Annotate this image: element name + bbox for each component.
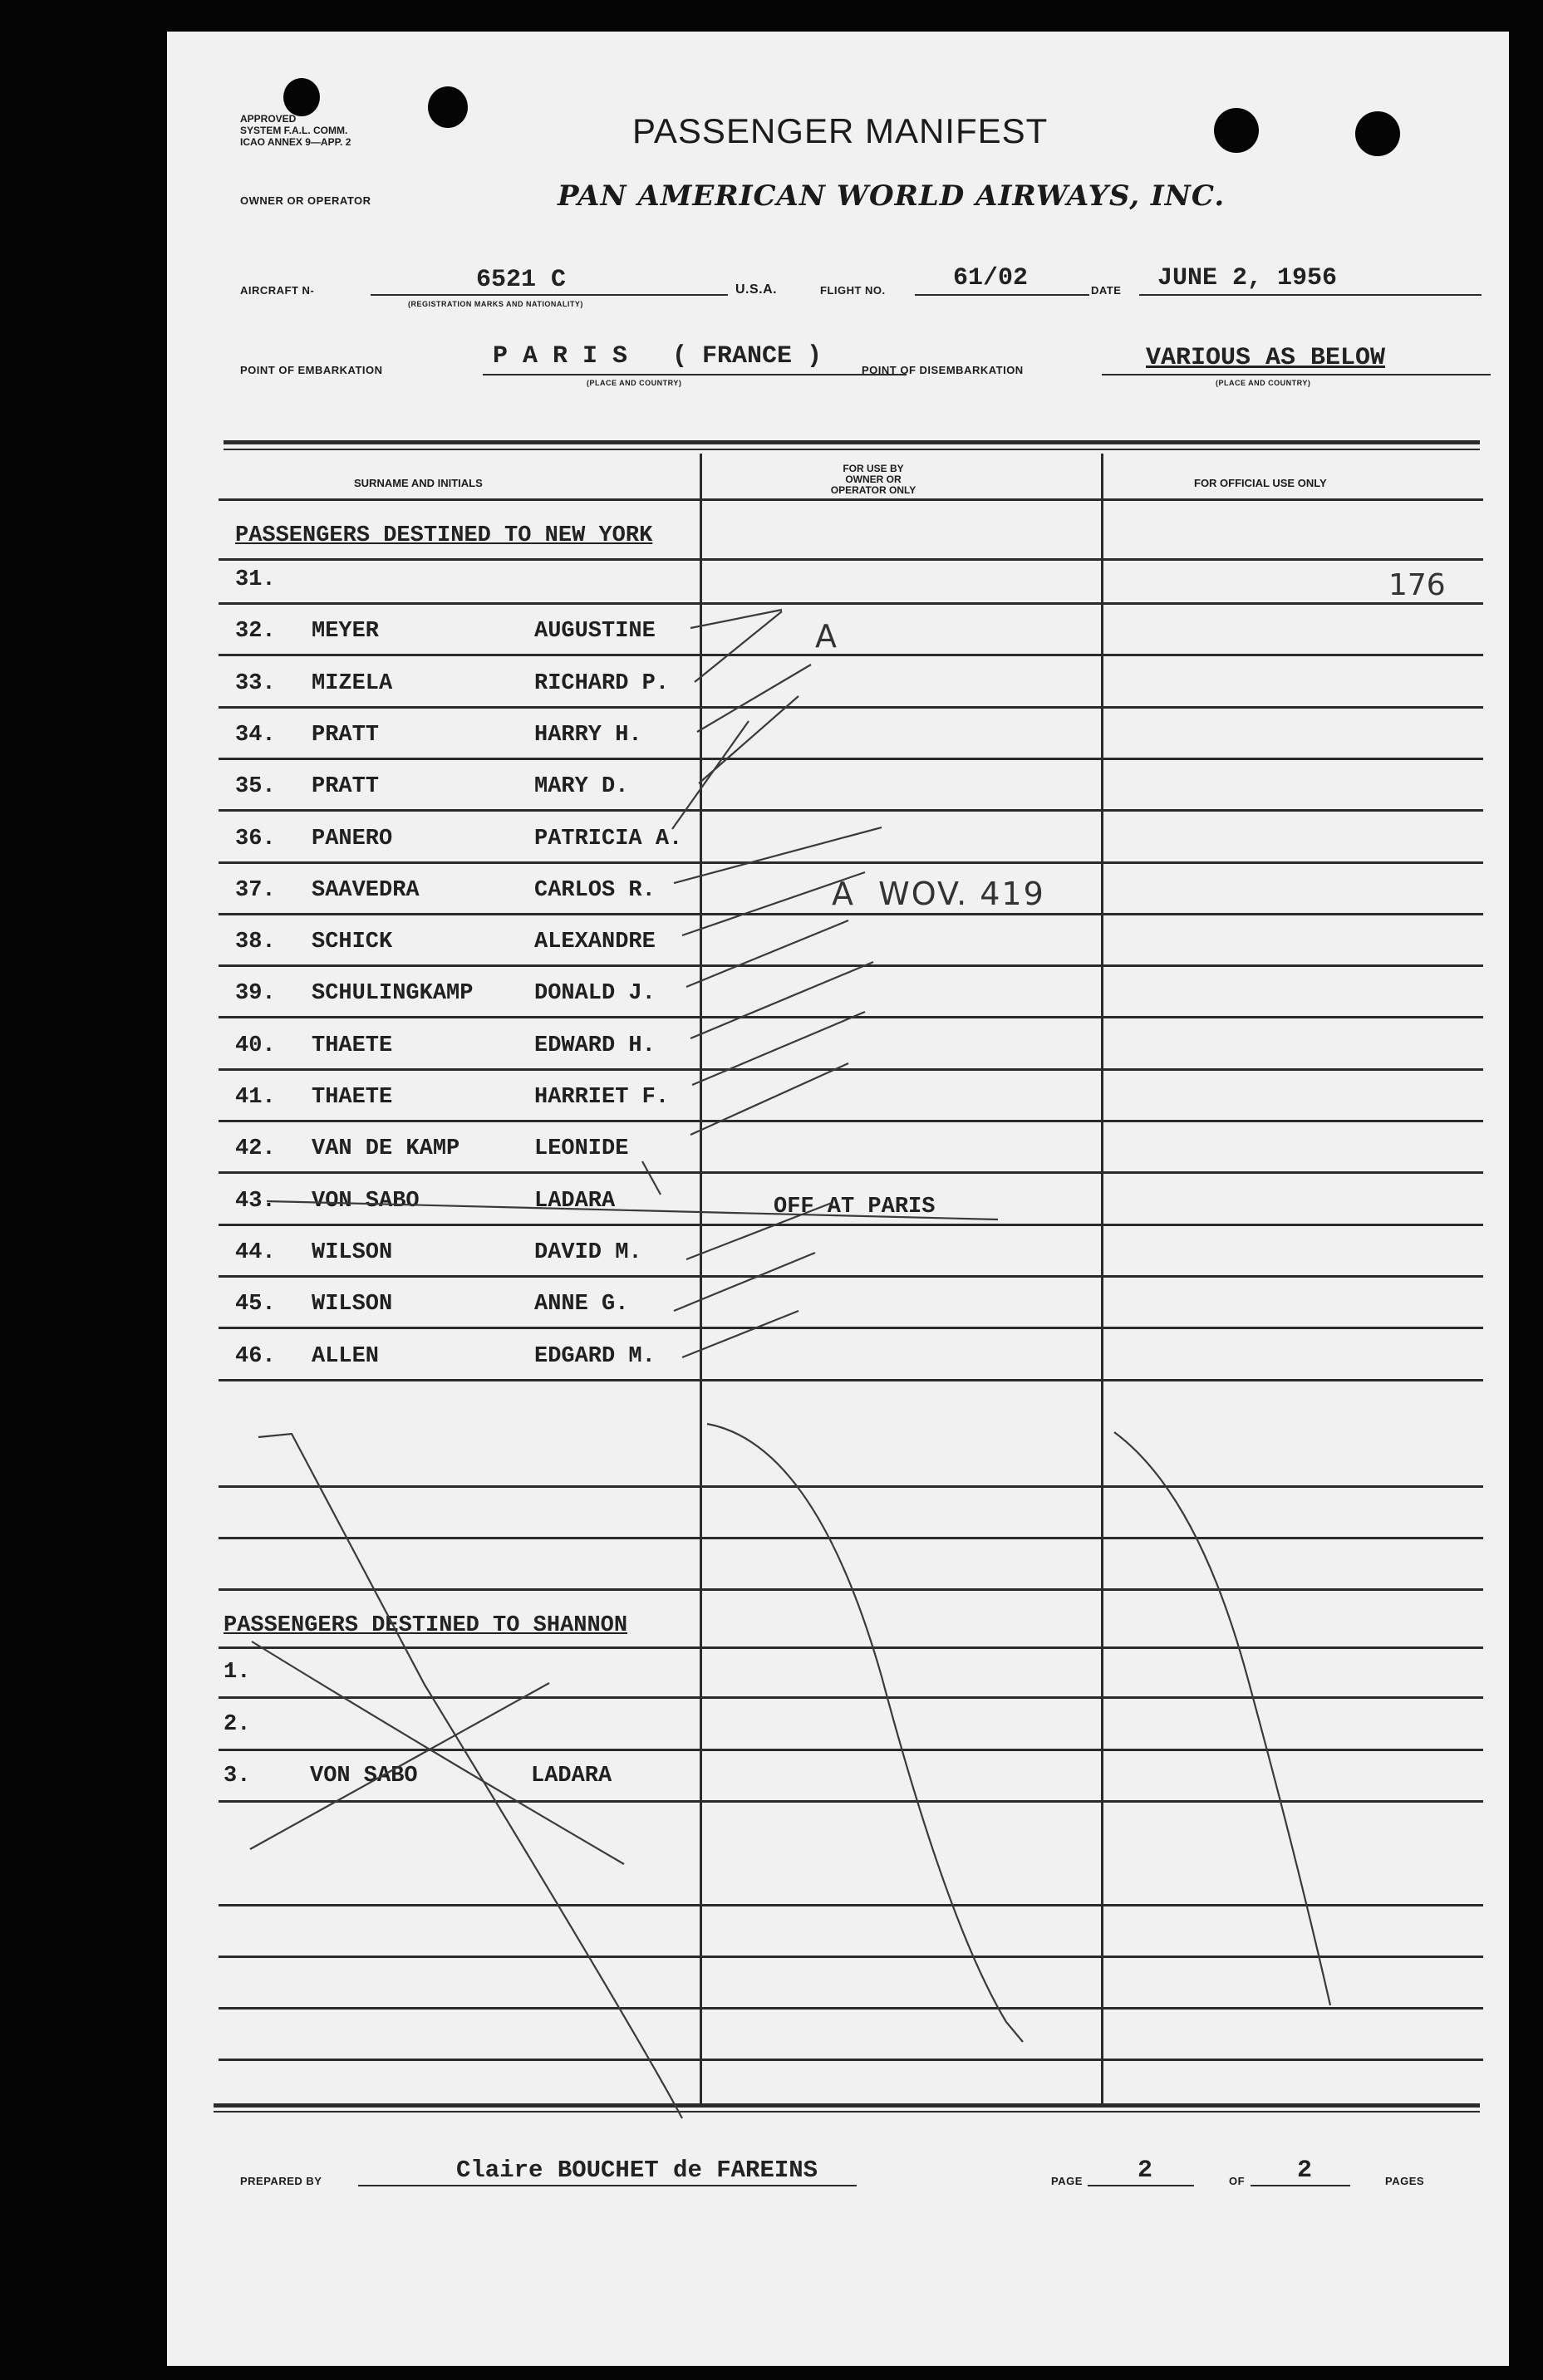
date-underline [1139,294,1482,296]
column-header-rule [219,498,1483,501]
flight-value: 61/02 [953,264,1029,292]
row-rule [219,1068,1483,1071]
punch-hole [428,86,468,128]
passenger-given-name: ANNE G. [534,1292,629,1318]
flight-underline [915,294,1089,296]
punch-hole [1355,111,1400,156]
check-stroke [690,962,873,1038]
disembarkation-underline [1102,374,1491,375]
approval-line: APPROVED [240,113,297,125]
embarkation-label: POINT OF EMBARKATION [240,364,383,376]
table-top-rule [224,440,1480,444]
passenger-surname: PRATT [312,722,380,748]
table-bottom-rule [214,2111,1480,2113]
passenger-given-name: MARY D. [534,774,629,800]
check-stroke [686,920,848,987]
punch-hole [1214,108,1259,153]
column-header-owner-use: FOR USE BY OWNER OR OPERATOR ONLY [830,463,916,496]
row-number: 40. [235,1033,276,1058]
row-rule [219,654,1483,656]
page-underline [1088,2185,1194,2186]
row-rule [219,1485,1483,1488]
passenger-given-name: CARLOS R. [534,877,656,903]
passenger-given-name: RICHARD P. [534,670,670,696]
row-number: 39. [235,981,276,1007]
approval-line: ICAO ANNEX 9—APP. 2 [240,136,351,148]
embarkation-value: P A R I S ( FRANCE ) [493,342,823,370]
row-rule [219,1588,1483,1591]
embarkation-sublabel: (PLACE AND COUNTRY) [587,379,682,387]
passenger-given-name: AUGUSTINE [534,619,656,645]
row-rule [219,1275,1483,1278]
passenger-given-name: HARRY H. [534,722,642,748]
punch-hole [283,78,320,116]
country-label: U.S.A. [735,282,778,297]
void-stroke [252,1641,624,1864]
row-number: 37. [235,877,276,903]
passenger-given-name: EDGARD M. [534,1343,656,1369]
table-bottom-rule [214,2103,1480,2108]
owner-note-wov: A WOV. 419 [832,876,1045,912]
row-rule [219,1956,1483,1958]
check-stroke [690,1063,848,1135]
check-stroke [695,611,782,682]
row-rule [219,861,1483,864]
row-rule [219,1016,1483,1018]
column-divider [700,454,702,2107]
check-stroke [674,1253,815,1311]
embarkation-underline [483,374,907,375]
owner-note-off-at-paris: OFF AT PARIS [774,1195,936,1219]
check-stroke [697,665,811,732]
passenger-surname: WILSON [312,1239,393,1265]
table-top-rule [224,449,1480,450]
row-rule [219,1379,1483,1381]
date-value: JUNE 2, 1956 [1157,264,1338,292]
disembarkation-label: POINT OF DISEMBARKATION [862,364,1024,376]
row-rule [219,2007,1483,2010]
row-rule [219,913,1483,915]
page-value: 2 [1138,2157,1153,2185]
row-number: 36. [235,826,276,851]
approval-block [240,113,351,148]
column-divider [1101,454,1103,2107]
check-stroke [690,610,782,628]
disembarkation-sublabel: (PLACE AND COUNTRY) [1216,379,1311,387]
row-rule [219,1327,1483,1329]
row-number: 3. [224,1764,251,1789]
date-label: DATE [1091,284,1122,297]
aircraft-underline [371,294,728,296]
prepared-by-underline [358,2185,857,2186]
check-stroke [692,1012,865,1085]
row-rule [219,1904,1483,1906]
row-rule [219,1749,1483,1751]
check-stroke [642,1161,661,1195]
row-number: 1. [224,1660,251,1685]
check-stroke [674,827,882,883]
passenger-surname: VON SABO [310,1764,418,1789]
aircraft-value: 6521 C [476,266,567,294]
row-rule [219,758,1483,760]
row-rule [219,1800,1483,1803]
passenger-surname: THAETE [312,1085,393,1110]
passenger-surname: SAAVEDRA [312,877,420,903]
official-count: 176 [1388,568,1446,602]
row-number: 33. [235,670,276,696]
passenger-surname: VON SABO [312,1188,420,1214]
passenger-surname: ALLEN [312,1343,380,1369]
page-title: PASSENGER MANIFEST [632,111,1049,150]
passenger-surname: MEYER [312,619,380,645]
section-heading-shannon: PASSENGERS DESTINED TO SHANNON [224,1613,628,1638]
passenger-given-name: HARRIET F. [534,1085,670,1110]
passenger-given-name: EDWARD H. [534,1033,656,1058]
row-rule [219,1537,1483,1539]
row-rule [219,964,1483,967]
passenger-surname: MIZELA [312,670,393,696]
column-header-surname: SURNAME AND INITIALS [354,477,483,489]
row-number: 34. [235,722,276,748]
passenger-given-name: ALEXANDRE [534,930,656,955]
check-stroke [699,696,799,783]
aircraft-label: AIRCRAFT N- [240,284,315,297]
row-rule [219,1224,1483,1226]
row-rule [219,809,1483,812]
row-rule [219,2059,1483,2061]
row-number: 41. [235,1085,276,1110]
row-number: 32. [235,619,276,645]
disembarkation-value: VARIOUS AS BELOW [1146,344,1386,372]
row-rule [219,1120,1483,1122]
row-number: 45. [235,1292,276,1318]
passenger-given-name: LEONIDE [534,1136,629,1162]
passenger-surname: PANERO [312,826,393,851]
owner-value: PAN AMERICAN WORLD AIRWAYS, INC. [558,179,1226,213]
page-label: PAGE [1051,2175,1083,2187]
passenger-surname: SCHULINGKAMP [312,981,474,1007]
flight-label: FLIGHT NO. [820,284,886,297]
row-number: 46. [235,1343,276,1369]
passenger-surname: SCHICK [312,930,393,955]
void-stroke [1114,1432,1330,2005]
column-header-official-use: FOR OFFICIAL USE ONLY [1194,477,1327,489]
approval-line: SYSTEM F.A.L. COMM. [240,125,348,136]
row-number: 2. [224,1711,251,1737]
row-rule [219,1171,1483,1174]
passenger-given-name: PATRICIA A. [534,826,683,851]
check-stroke [672,721,749,829]
passenger-given-name: DAVID M. [534,1239,642,1265]
passenger-given-name: LADARA [531,1764,612,1789]
prepared-by-label: PREPARED BY [240,2175,322,2187]
row-number: 38. [235,930,276,955]
passenger-surname: VAN DE KAMP [312,1136,460,1162]
owner-note-a: A [815,618,837,655]
row-number: 43. [235,1188,276,1214]
row-number: 42. [235,1136,276,1162]
prepared-by-value: Claire BOUCHET de FAREINS [456,2157,818,2184]
of-value: 2 [1297,2157,1313,2185]
row-rule [219,1646,1483,1649]
row-rule [219,602,1483,605]
row-rule [219,1696,1483,1699]
aircraft-sublabel: (REGISTRATION MARKS AND NATIONALITY) [408,300,583,308]
passenger-given-name: DONALD J. [534,981,656,1007]
row-number: 31. [235,567,276,592]
passenger-given-name: LADARA [534,1188,616,1214]
row-number: 35. [235,774,276,800]
of-underline [1251,2185,1350,2186]
passenger-surname: PRATT [312,774,380,800]
of-label: OF [1229,2175,1246,2187]
row-rule [219,706,1483,709]
passenger-surname: WILSON [312,1292,393,1318]
void-stroke [707,1424,1023,2042]
passenger-surname: THAETE [312,1033,393,1058]
row-number: 44. [235,1239,276,1265]
section-heading-new-york: PASSENGERS DESTINED TO NEW YORK [235,523,653,548]
pages-label: PAGES [1385,2175,1425,2187]
owner-label: OWNER OR OPERATOR [240,194,371,207]
manifest-sheet [167,32,1509,2366]
row-rule [219,558,1483,561]
